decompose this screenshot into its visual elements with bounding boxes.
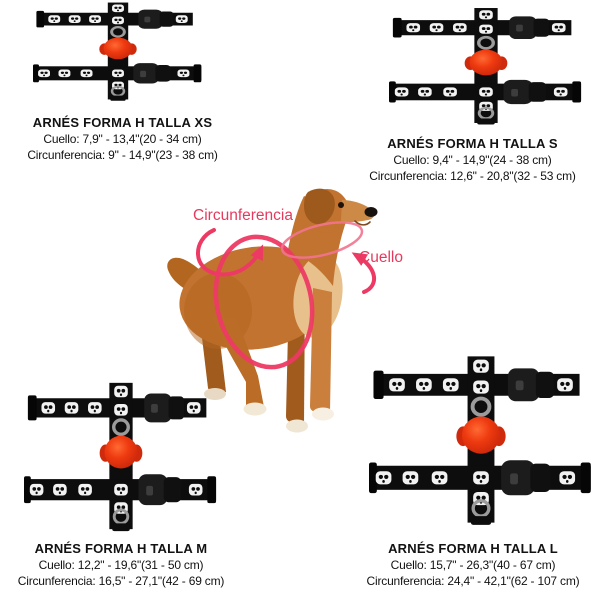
girth-measurement: Circunferencia: 9" - 14,9"(23 - 38 cm) <box>27 148 218 162</box>
size-info-l <box>350 541 596 588</box>
girth-measurement: Circunferencia: 16,5" - 27,1"(42 - 69 cm) <box>17 574 225 588</box>
dog-photo <box>152 186 417 438</box>
size-title: ARNÉS FORMA H TALLA L <box>388 541 558 556</box>
girth-measurement: Circunferencia: 12,6" - 20,8"(32 - 53 cm) <box>369 169 576 183</box>
dog-illustration <box>167 189 377 433</box>
girth-annotation-label: Circunferencia <box>193 207 293 224</box>
size-info-m <box>0 541 242 588</box>
girth-measurement: Circunferencia: 24,4" - 42,1"(62 - 107 cm) <box>366 574 580 588</box>
harness-photo-xs <box>33 0 203 102</box>
neck-measurement: Cuello: 12,2" - 19,6"(31 - 50 cm) <box>38 558 204 572</box>
neck-measurement: Cuello: 9,4" - 14,9"(24 - 38 cm) <box>393 153 552 167</box>
dog-nose <box>365 207 378 217</box>
size-card-xs <box>0 0 245 175</box>
size-title: ARNÉS FORMA H TALLA XS <box>32 115 213 130</box>
harness-photo-s <box>389 5 583 126</box>
dog-eye <box>338 202 344 208</box>
neck-annotation-label: Cuello <box>359 249 403 266</box>
size-card-s <box>350 4 595 194</box>
size-title: ARNÉS FORMA H TALLA S <box>387 136 558 151</box>
neck-measurement: Cuello: 15,7" - 26,3"(40 - 67 cm) <box>390 558 556 572</box>
size-info-s <box>350 136 595 183</box>
size-info-xs <box>0 115 245 162</box>
neck-measurement: Cuello: 7,9" - 13,4"(20 - 34 cm) <box>43 132 202 146</box>
size-title: ARNÉS FORMA H TALLA M <box>34 541 208 556</box>
